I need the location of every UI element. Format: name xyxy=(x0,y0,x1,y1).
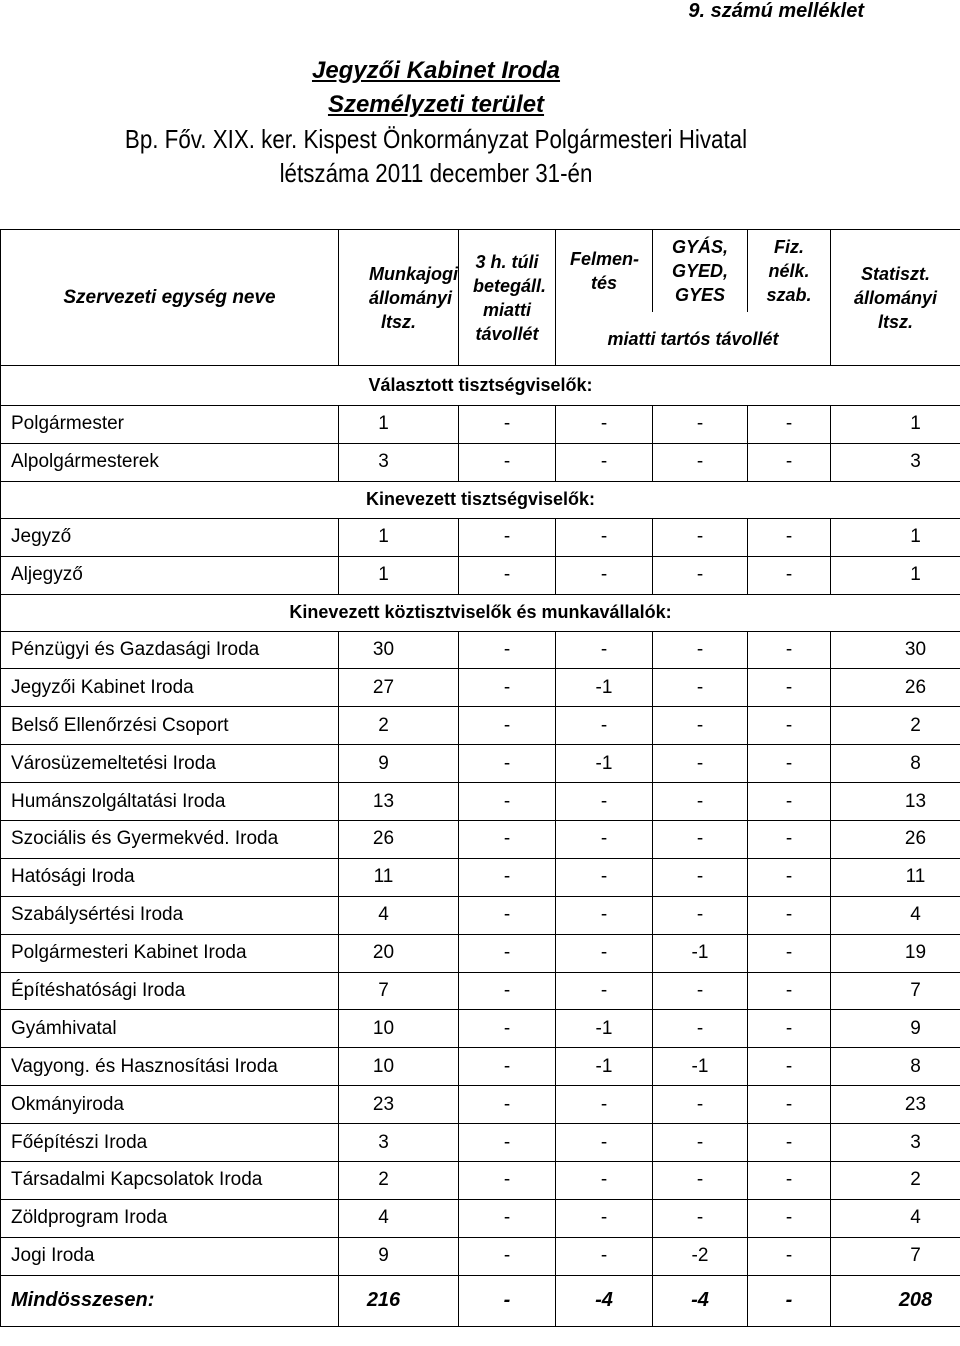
unit-name-cell: Szabálysértési Iroda xyxy=(1,896,339,934)
value-cell-col4: - xyxy=(653,1124,748,1162)
value-cell-col2: - xyxy=(459,518,556,556)
value-cell-col6: 1 xyxy=(831,556,960,594)
value-cell-col3: - xyxy=(556,821,653,859)
value-cell-col3: - xyxy=(556,707,653,745)
unit-name-cell: Jegyzői Kabinet Iroda xyxy=(1,669,339,707)
header-unit-name: Szervezeti egység neve xyxy=(1,230,339,366)
value-cell-col4: - xyxy=(653,972,748,1010)
value-cell-col2: - xyxy=(459,1162,556,1200)
unit-name-cell: Humánszolgáltatási Iroda xyxy=(1,783,339,821)
header-col6: Statiszt. állományi ltsz. xyxy=(831,230,960,366)
value-cell-col3: -1 xyxy=(556,1010,653,1048)
unit-name-cell: Szociális és Gyermekvéd. Iroda xyxy=(1,821,339,859)
section-header-row xyxy=(1,594,960,631)
value-cell-col3: - xyxy=(556,406,653,444)
value-cell-col5: - xyxy=(748,1199,831,1237)
value-cell-col1: 11 xyxy=(339,858,459,896)
value-cell-col3: - xyxy=(556,972,653,1010)
unit-name-cell: Okmányiroda xyxy=(1,1086,339,1124)
table-row xyxy=(1,934,960,972)
value-cell-col2: - xyxy=(459,934,556,972)
value-cell-col2: - xyxy=(459,1048,556,1086)
table-row xyxy=(1,406,960,444)
value-cell-col5: - xyxy=(748,406,831,444)
header-col5: Fiz. nélk. szab. xyxy=(748,230,831,313)
unit-name-cell: Társadalmi Kapcsolatok Iroda xyxy=(1,1162,339,1200)
value-cell-col5: - xyxy=(748,783,831,821)
value-cell-col6: 8 xyxy=(831,1048,960,1086)
unit-name-cell: Zöldprogram Iroda xyxy=(1,1199,339,1237)
value-cell-col3: - xyxy=(556,1124,653,1162)
value-cell-col6: 7 xyxy=(831,972,960,1010)
value-cell-col1: 23 xyxy=(339,1086,459,1124)
value-cell-col1: 1 xyxy=(339,556,459,594)
total-value-col3: -4 xyxy=(556,1275,653,1326)
value-cell-col5: - xyxy=(748,934,831,972)
value-cell-col1: 4 xyxy=(339,896,459,934)
unit-name-cell: Polgármester xyxy=(1,406,339,444)
value-cell-col5: - xyxy=(748,556,831,594)
value-cell-col6: 4 xyxy=(831,1199,960,1237)
value-cell-col3: - xyxy=(556,896,653,934)
value-cell-col6: 26 xyxy=(831,669,960,707)
value-cell-col6: 23 xyxy=(831,1086,960,1124)
value-cell-col4: - xyxy=(653,443,748,481)
table-row xyxy=(1,518,960,556)
value-cell-col4: - xyxy=(653,669,748,707)
value-cell-col4: - xyxy=(653,1162,748,1200)
value-cell-col4: - xyxy=(653,1199,748,1237)
value-cell-col4: - xyxy=(653,896,748,934)
value-cell-col1: 30 xyxy=(339,631,459,669)
title-line-3: Bp. Főv. XIX. ker. Kispest Önkormányzat Polgármesteri Hivatal xyxy=(124,124,748,154)
value-cell-col1: 26 xyxy=(339,821,459,859)
value-cell-col4: - xyxy=(653,406,748,444)
value-cell-col1: 9 xyxy=(339,745,459,783)
table-row xyxy=(1,1237,960,1275)
value-cell-col5: - xyxy=(748,1162,831,1200)
title-line-2: Személyzeti terület xyxy=(327,91,545,118)
value-cell-col3: -1 xyxy=(556,1048,653,1086)
unit-name-cell: Jogi Iroda xyxy=(1,1237,339,1275)
value-cell-col3: - xyxy=(556,556,653,594)
value-cell-col1: 27 xyxy=(339,669,459,707)
value-cell-col1: 13 xyxy=(339,783,459,821)
value-cell-col3: - xyxy=(556,934,653,972)
document-title xyxy=(0,54,872,190)
value-cell-col1: 10 xyxy=(339,1010,459,1048)
value-cell-col6: 9 xyxy=(831,1010,960,1048)
value-cell-col3: - xyxy=(556,631,653,669)
table-row xyxy=(1,1086,960,1124)
value-cell-col5: - xyxy=(748,972,831,1010)
value-cell-col6: 2 xyxy=(831,1162,960,1200)
value-cell-col6: 1 xyxy=(831,518,960,556)
value-cell-col1: 7 xyxy=(339,972,459,1010)
value-cell-col2: - xyxy=(459,1199,556,1237)
value-cell-col2: - xyxy=(459,783,556,821)
value-cell-col3: - xyxy=(556,1199,653,1237)
value-cell-col2: - xyxy=(459,745,556,783)
value-cell-col5: - xyxy=(748,745,831,783)
value-cell-col1: 1 xyxy=(339,518,459,556)
total-value-col5: - xyxy=(748,1275,831,1326)
value-cell-col2: - xyxy=(459,1237,556,1275)
value-cell-col5: - xyxy=(748,896,831,934)
value-cell-col6: 26 xyxy=(831,821,960,859)
unit-name-cell: Polgármesteri Kabinet Iroda xyxy=(1,934,339,972)
value-cell-col5: - xyxy=(748,443,831,481)
table-row xyxy=(1,783,960,821)
value-cell-col1: 2 xyxy=(339,1162,459,1200)
table-row xyxy=(1,972,960,1010)
table-row xyxy=(1,631,960,669)
value-cell-col2: - xyxy=(459,707,556,745)
value-cell-col3: - xyxy=(556,443,653,481)
section-title: Választott tisztségviselők: xyxy=(1,366,960,406)
unit-name-cell: Belső Ellenőrzési Csoport xyxy=(1,707,339,745)
value-cell-col5: - xyxy=(748,1010,831,1048)
value-cell-col5: - xyxy=(748,518,831,556)
value-cell-col3: - xyxy=(556,783,653,821)
table-row xyxy=(1,556,960,594)
section-title: Kinevezett köztisztviselők és munkavállalók: xyxy=(1,594,960,631)
value-cell-col5: - xyxy=(748,1086,831,1124)
value-cell-col2: - xyxy=(459,1086,556,1124)
section-header-row xyxy=(1,481,960,518)
total-value-col4: -4 xyxy=(653,1275,748,1326)
value-cell-col2: - xyxy=(459,1124,556,1162)
table-row xyxy=(1,1048,960,1086)
table-row xyxy=(1,1124,960,1162)
value-cell-col5: - xyxy=(748,858,831,896)
unit-name-cell: Gyámhivatal xyxy=(1,1010,339,1048)
value-cell-col2: - xyxy=(459,669,556,707)
total-row xyxy=(1,1275,960,1326)
table-row xyxy=(1,707,960,745)
header-col2: 3 h. túli betegáll. miatti távollét xyxy=(459,230,556,366)
value-cell-col3: - xyxy=(556,1162,653,1200)
value-cell-col4: - xyxy=(653,1010,748,1048)
value-cell-col5: - xyxy=(748,631,831,669)
table-row xyxy=(1,745,960,783)
value-cell-col1: 2 xyxy=(339,707,459,745)
table-row xyxy=(1,1010,960,1048)
table-row xyxy=(1,896,960,934)
value-cell-col2: - xyxy=(459,858,556,896)
value-cell-col4: - xyxy=(653,858,748,896)
total-label: Mindösszesen: xyxy=(1,1275,339,1326)
table-row xyxy=(1,443,960,481)
unit-name-cell: Építéshatósági Iroda xyxy=(1,972,339,1010)
unit-name-cell: Pénzügyi és Gazdasági Iroda xyxy=(1,631,339,669)
table-row xyxy=(1,821,960,859)
value-cell-col2: - xyxy=(459,896,556,934)
title-line-1: Jegyzői Kabinet Iroda xyxy=(311,57,561,84)
value-cell-col6: 19 xyxy=(831,934,960,972)
value-cell-col4: - xyxy=(653,518,748,556)
value-cell-col4: - xyxy=(653,556,748,594)
value-cell-col2: - xyxy=(459,406,556,444)
value-cell-col2: - xyxy=(459,1010,556,1048)
header-row xyxy=(1,230,960,313)
unit-name-cell: Aljegyző xyxy=(1,556,339,594)
header-col4: GYÁS, GYED, GYES xyxy=(653,230,748,313)
annex-label: 9. számú melléklet xyxy=(688,0,864,22)
value-cell-col4: -1 xyxy=(653,934,748,972)
value-cell-col3: -1 xyxy=(556,669,653,707)
value-cell-col3: - xyxy=(556,518,653,556)
value-cell-col6: 8 xyxy=(831,745,960,783)
value-cell-col1: 9 xyxy=(339,1237,459,1275)
value-cell-col6: 4 xyxy=(831,896,960,934)
value-cell-col6: 13 xyxy=(831,783,960,821)
section-title: Kinevezett tisztségviselők: xyxy=(1,481,960,518)
value-cell-col5: - xyxy=(748,707,831,745)
unit-name-cell: Alpolgármesterek xyxy=(1,443,339,481)
value-cell-col3: -1 xyxy=(556,745,653,783)
value-cell-col4: - xyxy=(653,745,748,783)
value-cell-col3: - xyxy=(556,858,653,896)
value-cell-col6: 3 xyxy=(831,443,960,481)
table-row xyxy=(1,669,960,707)
header-col3: Felmen-tés xyxy=(556,230,653,313)
unit-name-cell: Jegyző xyxy=(1,518,339,556)
value-cell-col6: 11 xyxy=(831,858,960,896)
value-cell-col6: 1 xyxy=(831,406,960,444)
value-cell-col6: 2 xyxy=(831,707,960,745)
unit-name-cell: Városüzemeltetési Iroda xyxy=(1,745,339,783)
value-cell-col5: - xyxy=(748,669,831,707)
title-line-4: létszáma 2011 december 31-én xyxy=(279,158,593,188)
total-value-col2: - xyxy=(459,1275,556,1326)
unit-name-cell: Hatósági Iroda xyxy=(1,858,339,896)
table-row xyxy=(1,1162,960,1200)
value-cell-col3: - xyxy=(556,1086,653,1124)
value-cell-col1: 1 xyxy=(339,406,459,444)
value-cell-col4: - xyxy=(653,631,748,669)
value-cell-col4: -2 xyxy=(653,1237,748,1275)
table-row xyxy=(1,858,960,896)
value-cell-col2: - xyxy=(459,443,556,481)
value-cell-col4: - xyxy=(653,821,748,859)
header-group-label: miatti tartós távollét xyxy=(556,312,831,366)
table-row xyxy=(1,1199,960,1237)
total-value-col6: 208 xyxy=(831,1275,960,1326)
value-cell-col2: - xyxy=(459,821,556,859)
value-cell-col4: -1 xyxy=(653,1048,748,1086)
value-cell-col3: - xyxy=(556,1237,653,1275)
value-cell-col5: - xyxy=(748,1048,831,1086)
value-cell-col1: 3 xyxy=(339,1124,459,1162)
value-cell-col5: - xyxy=(748,821,831,859)
value-cell-col4: - xyxy=(653,783,748,821)
value-cell-col4: - xyxy=(653,1086,748,1124)
value-cell-col2: - xyxy=(459,556,556,594)
value-cell-col1: 10 xyxy=(339,1048,459,1086)
staff-table xyxy=(0,229,960,1327)
value-cell-col2: - xyxy=(459,631,556,669)
section-header-row xyxy=(1,366,960,406)
unit-name-cell: Vagyong. és Hasznosítási Iroda xyxy=(1,1048,339,1086)
value-cell-col1: 3 xyxy=(339,443,459,481)
value-cell-col6: 7 xyxy=(831,1237,960,1275)
value-cell-col6: 30 xyxy=(831,631,960,669)
value-cell-col4: - xyxy=(653,707,748,745)
unit-name-cell: Főépítészi Iroda xyxy=(1,1124,339,1162)
header-col1: Munkajogi állományi ltsz. xyxy=(339,230,459,366)
value-cell-col5: - xyxy=(748,1124,831,1162)
value-cell-col1: 20 xyxy=(339,934,459,972)
value-cell-col5: - xyxy=(748,1237,831,1275)
total-value-col1: 216 xyxy=(339,1275,459,1326)
value-cell-col6: 3 xyxy=(831,1124,960,1162)
value-cell-col2: - xyxy=(459,972,556,1010)
value-cell-col1: 4 xyxy=(339,1199,459,1237)
